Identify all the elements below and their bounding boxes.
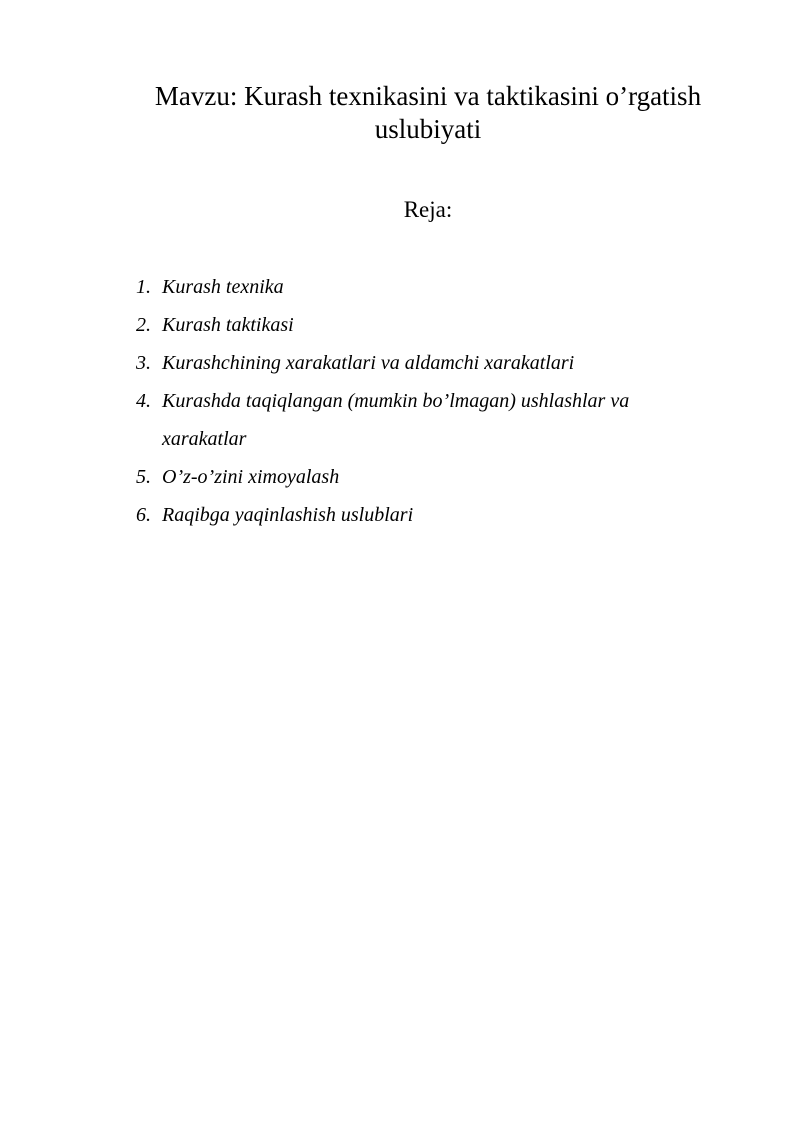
list-item-text: Kurashda taqiqlangan (mumkin bo’lmagan) ushlashlar va xarakatlar xyxy=(162,390,630,450)
list-item-number: 3. xyxy=(136,352,151,374)
list-item-number: 2. xyxy=(136,314,151,336)
list-item-text: Kurash taktikasi xyxy=(162,314,294,336)
list-item-text: O’z-o’zini ximoyalash xyxy=(162,466,340,488)
list-item xyxy=(136,306,716,344)
list-item-number: 4. xyxy=(136,390,151,412)
list-item xyxy=(136,268,716,306)
page-title: Mavzu: Kurash texnikasini va taktikasini o’rgatish uslubiyati xyxy=(154,81,702,144)
list-item-number: 6. xyxy=(136,504,151,526)
plan-heading: Reja: xyxy=(403,197,453,222)
list-item xyxy=(136,458,716,496)
plan-list xyxy=(136,268,716,534)
list-item xyxy=(136,382,716,458)
list-item-number: 1. xyxy=(136,276,151,298)
list-item-number: 5. xyxy=(136,466,151,488)
list-item-text: Raqibga yaqinlashish uslublari xyxy=(162,504,414,526)
list-item xyxy=(136,344,716,382)
list-item-text: Kurashchining xarakatlari va aldamchi xarakatlari xyxy=(162,352,575,374)
list-item-text: Kurash texnika xyxy=(162,276,284,298)
list-item xyxy=(136,496,716,534)
